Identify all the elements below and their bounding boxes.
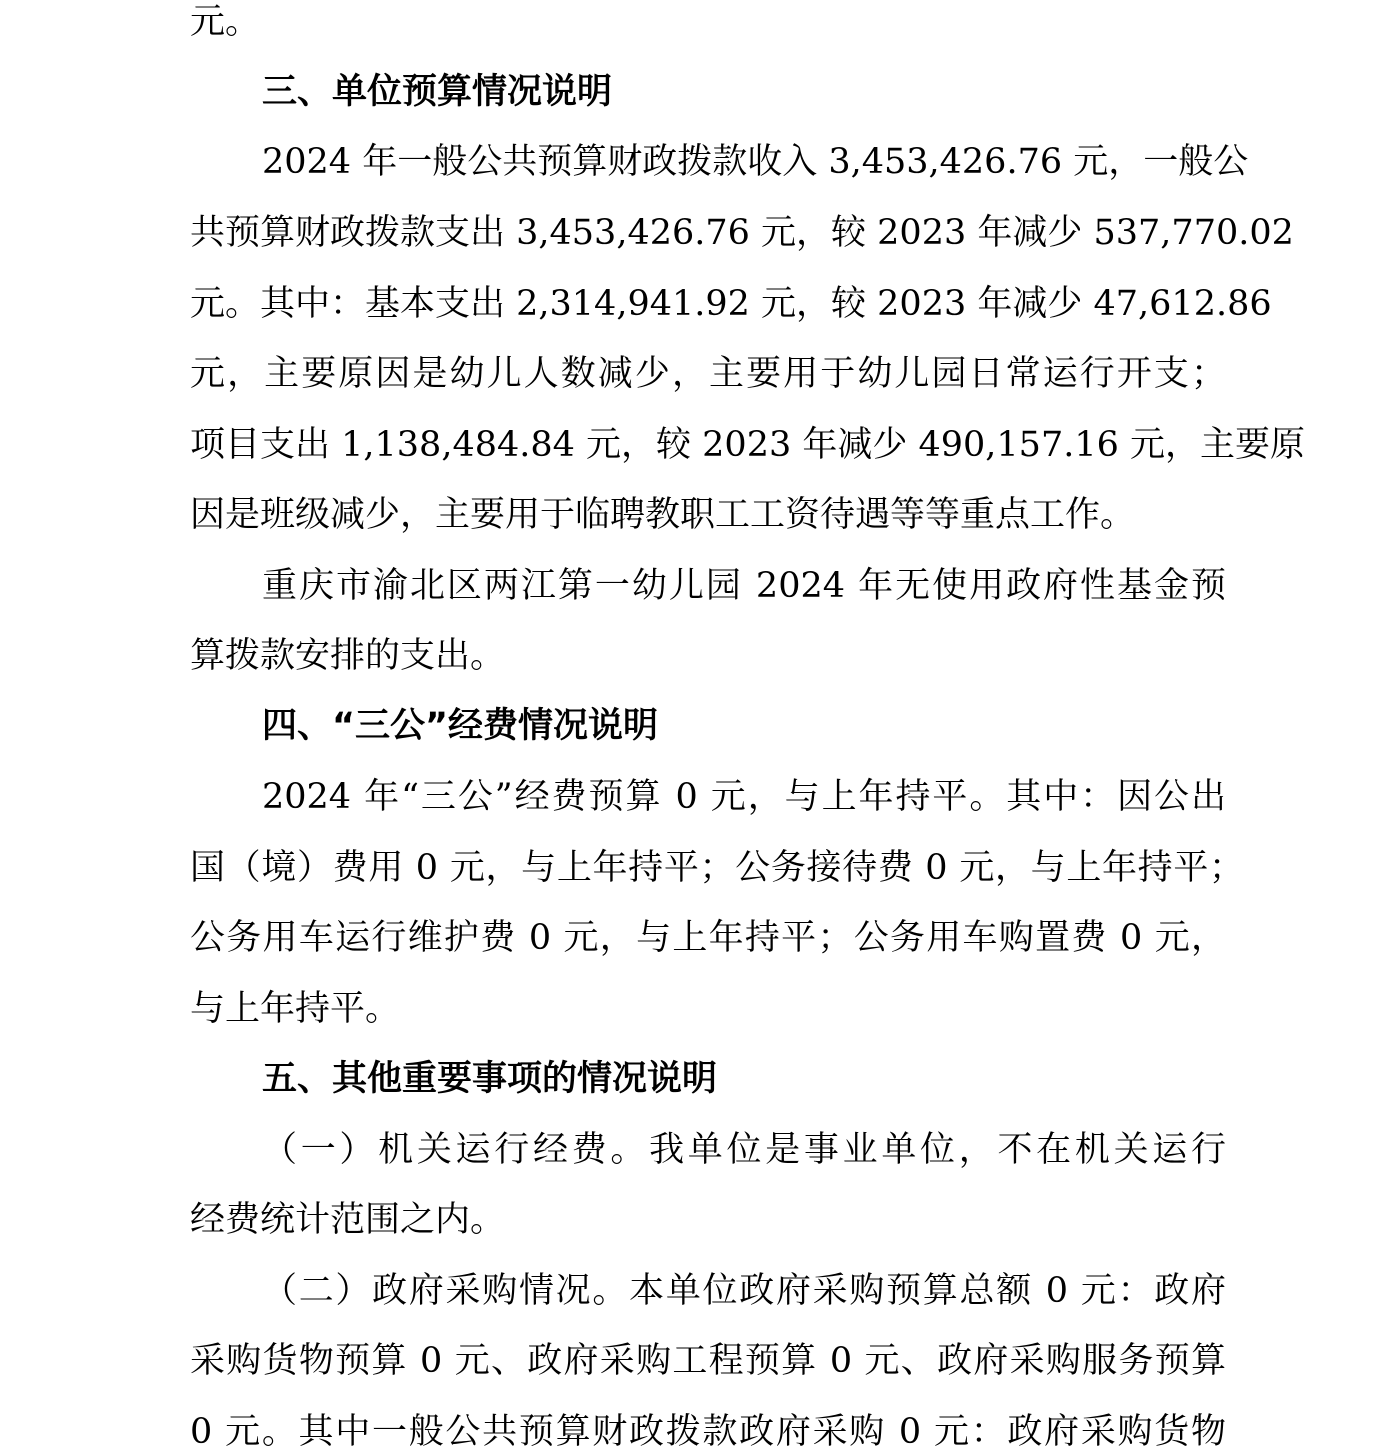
section3-para1-line: 项目支出 1,138,484.84 元，较 2023 年减少 490,157.16 元，主要原 [190, 425, 1306, 465]
section4-para-line: 与上年持平。 [190, 989, 401, 1029]
section3-para1-line: 2024 年一般公共预算财政拨款收入 3,453,426.76 元，一般公 [262, 142, 1249, 182]
section4-heading: 四、“三公”经费情况说明 [262, 706, 659, 746]
section5-sub2-line: 0 元。其中一般公共预算财政拨款政府采购 0 元：政府采购货物 [190, 1412, 1226, 1452]
section3-para1-line: 共预算财政拨款支出 3,453,426.76 元，较 2023 年减少 537,770.02 [190, 213, 1294, 253]
section3-para1-line: 元，主要原因是幼儿人数减少，主要用于幼儿园日常运行开支； [190, 354, 1226, 394]
section4-para-line: 公务用车运行维护费 0 元，与上年持平；公务用车购置费 0 元， [190, 918, 1226, 958]
section4-para-line: 国（境）费用 0 元，与上年持平；公务接待费 0 元，与上年持平； [190, 848, 1244, 888]
section3-para2-line: 算拨款安排的支出。 [190, 636, 506, 676]
section5-sub2-line: 采购货物预算 0 元、政府采购工程预算 0 元、政府采购服务预算 [190, 1341, 1226, 1381]
section5-sub1-line: 经费统计范围之内。 [190, 1200, 506, 1240]
top-fragment: 元。 [190, 2, 261, 42]
section3-para2-line: 重庆市渝北区两江第一幼儿园 2024 年无使用政府性基金预 [262, 566, 1226, 606]
section3-para1-line: 因是班级减少，主要用于临聘教职工工资待遇等等重点工作。 [190, 495, 1136, 535]
section5-sub2-line: （二）政府采购情况。本单位政府采购预算总额 0 元：政府 [262, 1271, 1226, 1311]
section3-heading: 三、单位预算情况说明 [262, 72, 613, 112]
section5-sub1-line: （一）机关运行经费。我单位是事业单位，不在机关运行 [262, 1130, 1226, 1170]
section3-para1-line: 元。其中：基本支出 2,314,941.92 元，较 2023 年减少 47,612.86 [190, 284, 1272, 324]
section4-para-line: 2024 年“三公”经费预算 0 元，与上年持平。其中：因公出 [262, 777, 1226, 817]
section5-heading: 五、其他重要事项的情况说明 [262, 1059, 718, 1099]
